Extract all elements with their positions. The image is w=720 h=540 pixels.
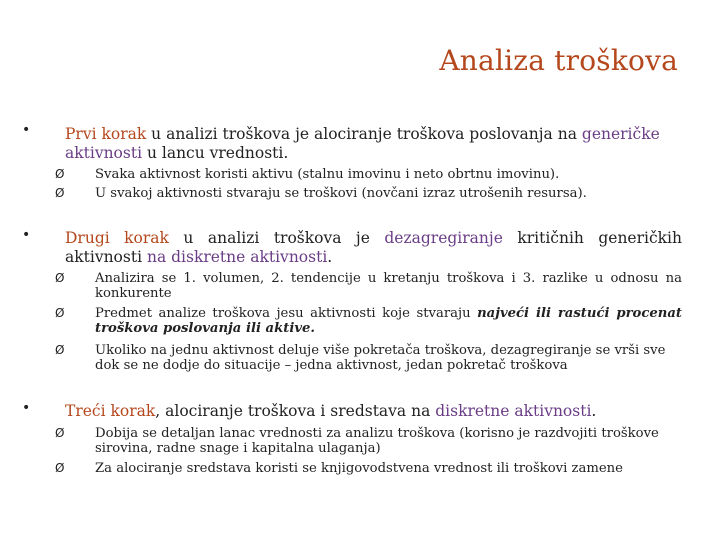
sub-point: [95, 167, 682, 182]
sub-point-text: Za alociranje sredstava koristi se knjigovodstvena vrednost ili troškovi zamene: [95, 461, 623, 476]
emphasis-text: najveći ili rastući procenat troškova poslovanja ili aktive.: [95, 306, 682, 336]
sub-point-text: Predmet analize troškova jesu aktivnosti koje stvaraju: [95, 306, 478, 321]
keyword: diskretne aktivnosti: [435, 402, 592, 420]
lead-text: u analizi troškova je alociranje troškova poslovanja na: [146, 125, 582, 143]
keyword: dezagregiranje: [384, 229, 503, 247]
sub-point: [95, 343, 682, 373]
lead-text: u lancu vrednosti.: [142, 144, 289, 162]
keyword: Treći korak: [65, 402, 156, 420]
keyword: na diskretne aktivnosti: [146, 248, 328, 266]
lead-text: u analizi troškova je: [168, 229, 385, 247]
bullet-dot: •: [22, 400, 31, 416]
sub-point: [95, 426, 682, 456]
bullet-lead-text: [65, 125, 682, 163]
sub-point-text: U svakoj aktivnosti stvaraju se troškovi (novčani izraz utrošenih resursa).: [95, 186, 587, 201]
keyword: generičke aktivnosti: [65, 125, 660, 162]
arrow-marker: Ø: [55, 167, 65, 181]
sub-point-text: Dobija se detaljan lanac vrednosti za analizu troškova (korisno je razdvojiti troškove sirovina, radne snage i kapitalna ulaganja): [95, 426, 659, 456]
sub-point-text: Svaka aktivnost koristi aktivu (stalnu imovinu i neto obrtnu imovinu).: [95, 167, 560, 182]
sub-point-text: Ukoliko na jednu aktivnost deluje više pokretača troškova, dezagregiranje se vrši sve dok se ne dodje do situacije – jedna aktivnost, jedan pokretač troškova: [95, 343, 666, 373]
arrow-marker: Ø: [55, 426, 65, 440]
arrow-marker: Ø: [55, 461, 65, 475]
arrow-marker: Ø: [55, 271, 65, 285]
bullet-dot: •: [22, 122, 31, 138]
arrow-marker: Ø: [55, 343, 65, 357]
lead-text: .: [327, 248, 333, 266]
bullet-lead-text: [65, 229, 682, 267]
keyword: Drugi korak: [65, 229, 169, 247]
sub-point-text: Analizira se 1. volumen, 2. tendencije u kretanju troškova i 3. razlike u odnosu na konkurente: [95, 271, 682, 301]
lead-text: kritičnih generičkih aktivnosti: [65, 229, 682, 266]
arrow-marker: Ø: [55, 306, 65, 320]
keyword: Prvi korak: [65, 125, 147, 143]
bullet-dot: •: [22, 227, 31, 243]
lead-text: .: [591, 402, 597, 420]
bullet-lead-text: [65, 402, 682, 421]
sub-point: [95, 186, 682, 201]
sub-point: [95, 461, 682, 476]
arrow-marker: Ø: [55, 186, 65, 200]
lead-text: , alociranje troškova i sredstava na: [155, 402, 436, 420]
sub-point: [95, 271, 682, 301]
slide-title: Analiza troškova: [439, 44, 678, 77]
sub-point: [95, 306, 682, 336]
